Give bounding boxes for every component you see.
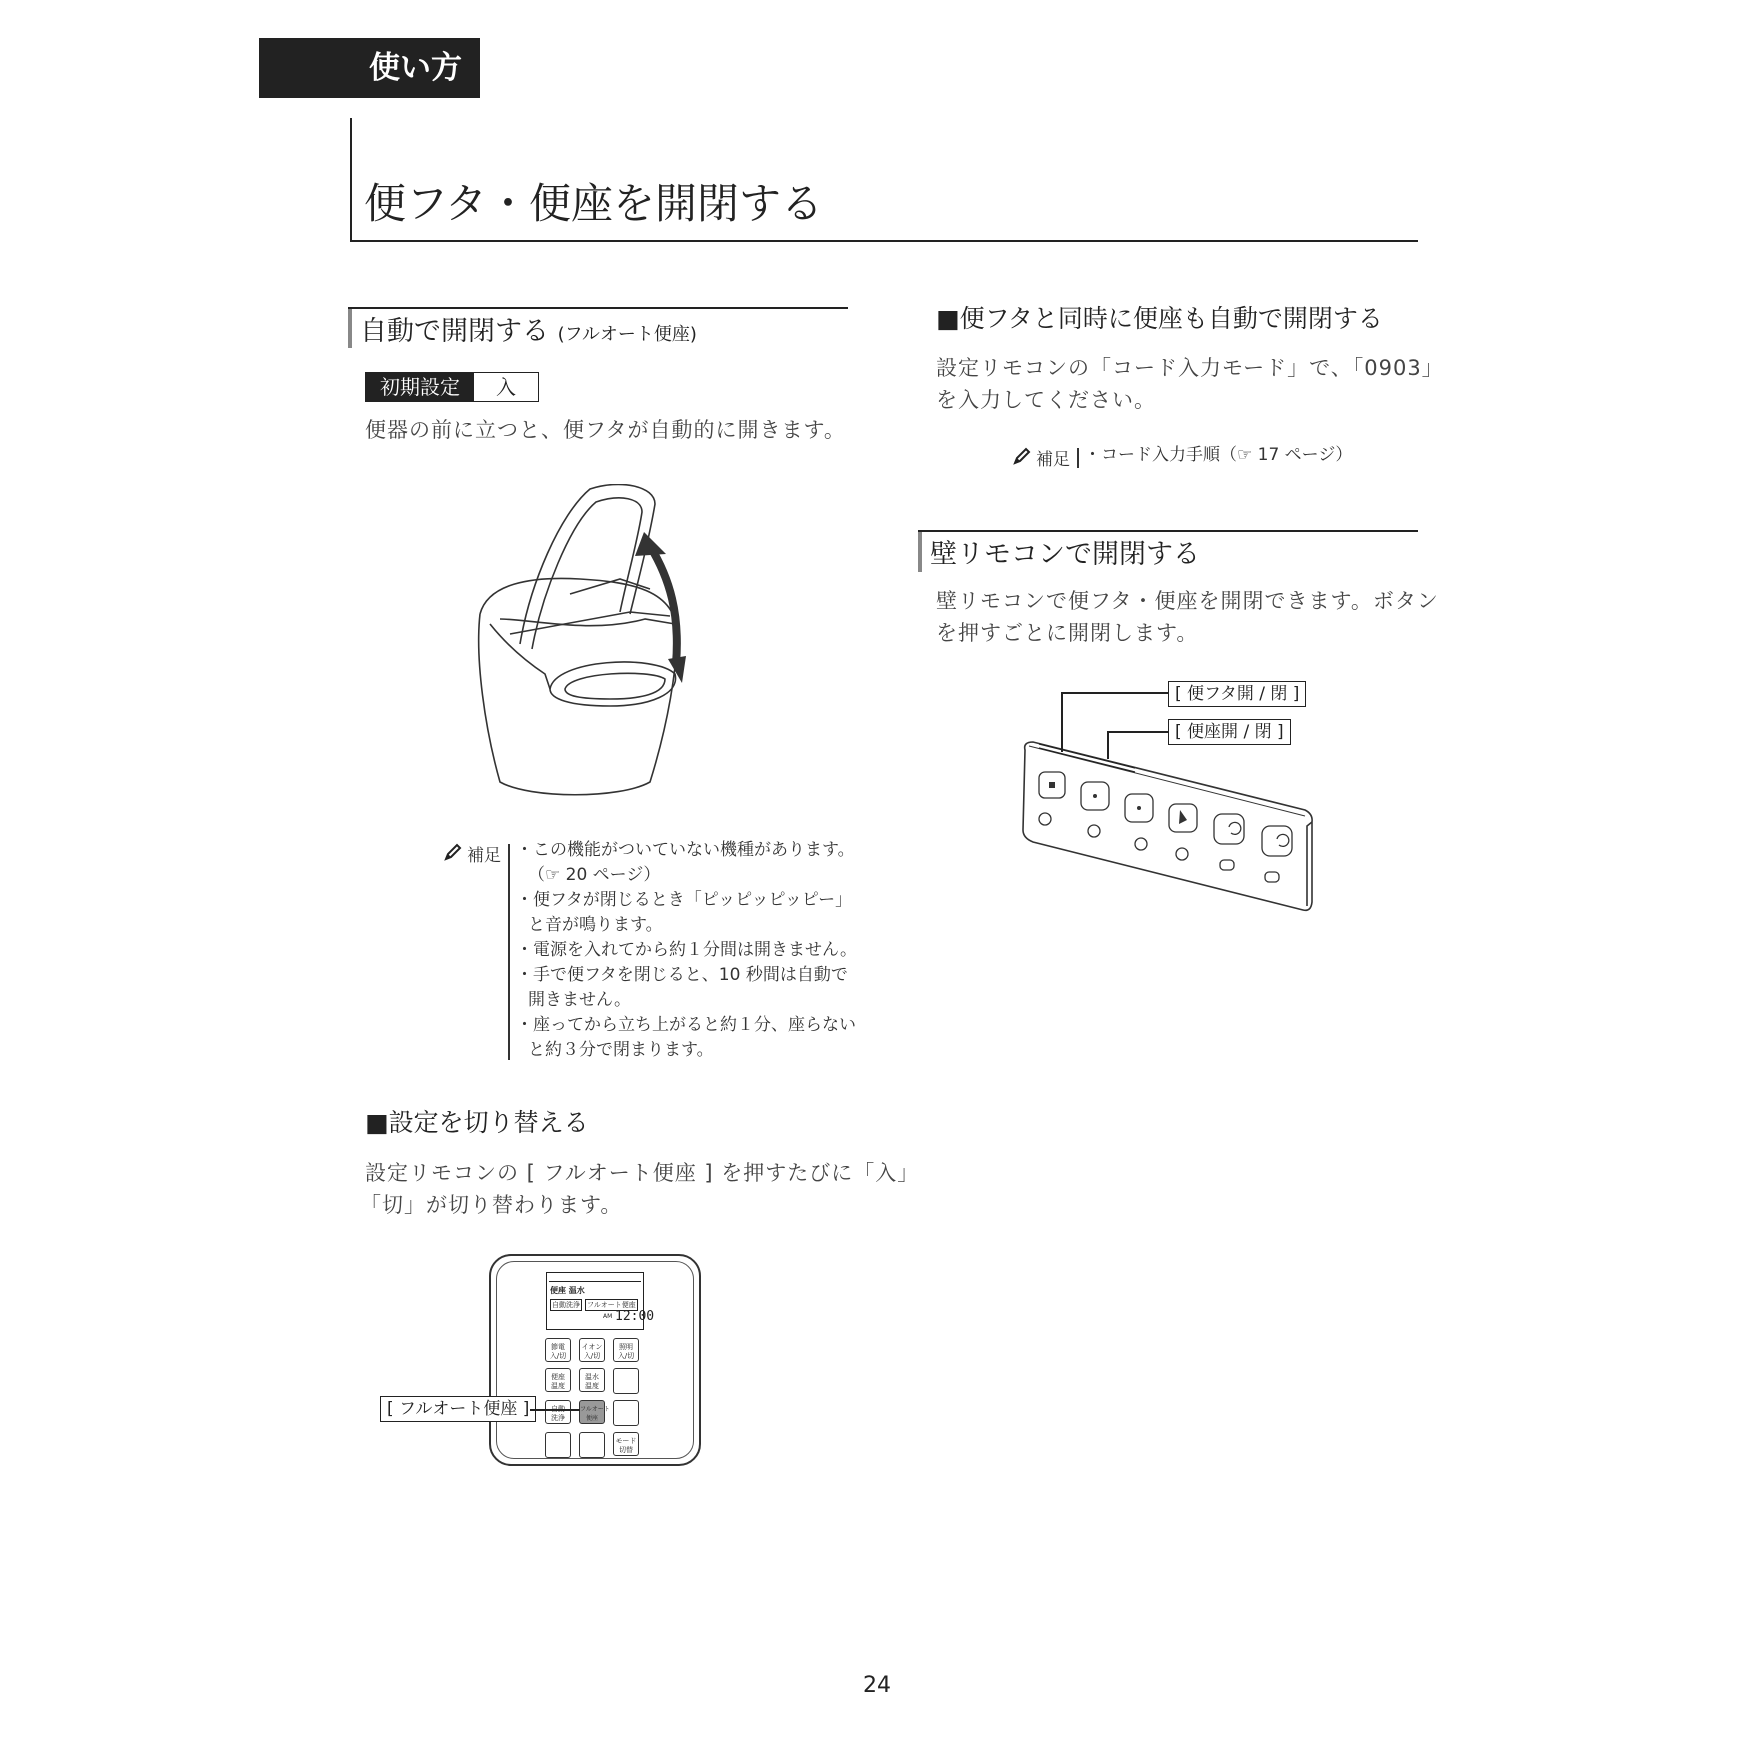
section-heading-wall-remote: 壁リモコンで開閉する (930, 539, 1200, 570)
lcd-tag: フルオート便座 (587, 1301, 636, 1309)
page-number: 24 (863, 1673, 891, 1698)
key-ion[interactable]: イオン 入/切 (579, 1338, 605, 1362)
wall-remote-illustration (1015, 680, 1315, 915)
remote-keypad (545, 1338, 639, 1458)
lcd-time: 12:00 (615, 1309, 655, 1324)
section-marker (348, 308, 352, 348)
note-item: ・電源を入れてから約１分間は開きません。 (516, 940, 858, 960)
leader-seat (1107, 731, 1168, 733)
key-light[interactable]: 照明 入/切 (613, 1338, 639, 1362)
callout-seat-open-close: [ 便座開 / 閉 ] (1168, 719, 1291, 745)
note-label: 補足 (467, 846, 501, 866)
key-0[interactable] (579, 1432, 605, 1458)
simultaneous-text-line2: を入力してください。 (936, 388, 1156, 412)
callout-full-auto-seat: [ フルオート便座 ] (380, 1396, 536, 1422)
note-item: ・この機能がついていない機種があります。 (516, 840, 855, 860)
note-item: （☞ 20 ページ） (528, 865, 661, 885)
key-clear[interactable] (545, 1432, 571, 1458)
pencil-icon (444, 843, 462, 861)
leader-lid (1061, 692, 1168, 694)
simultaneous-text-line1: 設定リモコンの「コード入力モード」で、「0903」 (936, 356, 1444, 380)
heading-suffix: (フルオート便座) (557, 324, 697, 345)
title-rule-vertical (350, 118, 352, 242)
switch-setting-text-line1: 設定リモコンの [ フルオート便座 ] を押すたびに「入」 (365, 1161, 920, 1185)
key-power-save[interactable]: 節電 入/切 (545, 1338, 571, 1362)
callout-lid-open-close: [ 便フタ開 / 閉 ] (1168, 681, 1306, 707)
section-rule (348, 307, 848, 309)
leader-lid (1061, 692, 1063, 752)
heading-text: 自動で開閉する (360, 316, 549, 347)
initial-setting-value: 入 (496, 375, 516, 399)
remote-lcd (546, 1272, 655, 1330)
note-item: ・座ってから立ち上がると約１分、座らない (516, 1015, 856, 1035)
wall-remote-text-line1: 壁リモコンで便フタ・便座を開閉できます。ボタン (936, 589, 1439, 613)
key-auto-flush[interactable]: 洗浄 (545, 1400, 571, 1424)
switch-setting-heading: ■設定を切り替える (365, 1108, 589, 1137)
pencil-icon (1013, 447, 1031, 465)
auto-open-description: 便器の前に立つと、便フタが自動的に開きます。 (365, 418, 846, 442)
key-water-temp[interactable]: 温水 温度 (579, 1368, 605, 1392)
chapter-tab: 使い方 (259, 38, 480, 98)
switch-setting-text-line2: 「切」が切り替わります。 (360, 1193, 623, 1217)
note-item: と音が鳴ります。 (528, 915, 663, 935)
title-rule-horizontal (350, 240, 1418, 242)
settings-remote (489, 1254, 701, 1466)
note-item: ・便フタが閉じるとき「ピッピッピッピー」 (516, 890, 853, 910)
note-list (516, 838, 857, 1063)
toilet-illustration (470, 484, 720, 804)
note-item: ・手で便フタを閉じると、10 秒間は自動で (516, 965, 848, 985)
note-label: 補足 (1036, 450, 1070, 470)
note-rule (508, 844, 510, 1060)
note-item: と約３分で閉まります。 (528, 1040, 714, 1060)
initial-setting-badge (365, 372, 539, 402)
lcd-tag: 自動洗浄 (552, 1301, 580, 1309)
wall-remote-text-line2: を押すごとに開閉します。 (936, 621, 1199, 645)
key-9[interactable] (613, 1400, 639, 1426)
page-title: 便フタ・便座を開閉する (364, 179, 824, 228)
key-mode-switch[interactable]: モード 切替 (613, 1432, 639, 1456)
section-marker (918, 532, 922, 572)
note-code-input: ・コード入力手順（☞ 17 ページ） (1084, 445, 1353, 465)
key-full-auto-seat[interactable]: フルオート 便座 (579, 1400, 605, 1424)
section-rule (918, 530, 1418, 532)
note-rule (1077, 448, 1079, 468)
lcd-line: 便座 温水 (550, 1286, 585, 1295)
simultaneous-heading: ■便フタと同時に便座も自動で開閉する (936, 304, 1383, 333)
key-seat-temp[interactable]: 便座 温度 (545, 1368, 571, 1392)
callout-leader (530, 1409, 580, 1411)
section-heading-auto-open (360, 314, 697, 353)
note-item: 開きません。 (528, 990, 632, 1010)
initial-setting-label: 初期設定 (366, 373, 474, 401)
lcd-ampm: AM (603, 1313, 613, 1320)
key-6[interactable] (613, 1368, 639, 1394)
leader-seat (1107, 731, 1109, 759)
